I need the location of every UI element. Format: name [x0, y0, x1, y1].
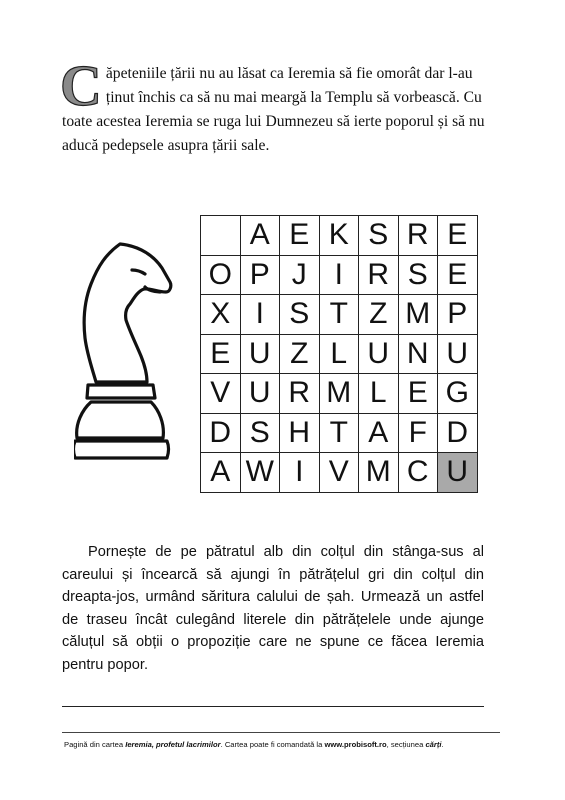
grid-cell[interactable]: U	[359, 334, 399, 374]
grid-cell[interactable]: M	[359, 453, 399, 493]
grid-cell[interactable]: U	[240, 334, 280, 374]
grid-cell[interactable]: A	[240, 216, 280, 256]
footer-section-name: cărți	[425, 740, 442, 749]
grid-cell[interactable]: H	[280, 413, 320, 453]
grid-cell[interactable]: G	[438, 374, 478, 414]
grid-cell[interactable]: K	[319, 216, 359, 256]
grid-cell[interactable]: D	[438, 413, 478, 453]
footer-website[interactable]: www.probisoft.ro	[324, 740, 387, 749]
drop-cap-letter: C	[60, 53, 102, 118]
story-text: ăpeteniile țării nu au lăsat ca Ieremia să fie omorât dar l-au ținut închis ca să nu mai meargă la Templu să vorbească. Cu toate acestea Ieremia se ruga lui Dumnezeu să ierte poporul și să nu aducă pedepsele asupra țării sale.	[62, 65, 485, 154]
grid-row	[201, 255, 478, 295]
grid-cell[interactable]: A	[201, 453, 241, 493]
grid-cell[interactable]: P	[240, 255, 280, 295]
grid-cell[interactable]: Z	[359, 295, 399, 335]
grid-cell[interactable]: M	[398, 295, 438, 335]
grid-cell[interactable]: D	[201, 413, 241, 453]
grid-cell[interactable]: U	[240, 374, 280, 414]
grid-cell[interactable]: W	[240, 453, 280, 493]
grid-cell[interactable]: T	[319, 295, 359, 335]
instructions-text: Pornește de pe pătratul alb din colțul din stânga-sus al careului și încearcă să ajungi în pătrățelul gri din colțul din dreapta-jos, urmând săritura calului de șah. Urmează un astfel de traseu încât culegând literele din pătrățelele unde ajunge căluțul să obții o propoziție care ne spune ce făcea Ieremia pentru popor.	[62, 544, 484, 673]
footer-suffix: .	[441, 740, 444, 749]
grid-row	[201, 216, 478, 256]
grid-cell[interactable]: N	[398, 334, 438, 374]
grid-cell[interactable]: E	[438, 216, 478, 256]
grid-cell[interactable]: F	[398, 413, 438, 453]
grid-cell[interactable]: R	[398, 216, 438, 256]
grid-cell[interactable]: Z	[280, 334, 320, 374]
grid-cell[interactable]: L	[319, 334, 359, 374]
grid-cell[interactable]: X	[201, 295, 241, 335]
grid-row	[201, 413, 478, 453]
grid-cell[interactable]: S	[280, 295, 320, 335]
grid-cell[interactable]: P	[438, 295, 478, 335]
grid-cell[interactable]: R	[359, 255, 399, 295]
chess-knight-icon	[74, 232, 194, 464]
grid-cell[interactable]: T	[319, 413, 359, 453]
grid-cell[interactable]: S	[240, 413, 280, 453]
grid-cell[interactable]: E	[438, 255, 478, 295]
footer-book-title: Ieremia, profetul lacrimilor	[125, 740, 221, 749]
grid-row	[201, 453, 478, 493]
grid-cell-start[interactable]	[201, 216, 241, 256]
grid-cell[interactable]: E	[280, 216, 320, 256]
grid-row	[201, 374, 478, 414]
footer-divider	[62, 732, 500, 733]
grid-cell[interactable]: I	[319, 255, 359, 295]
footer-middle: . Cartea poate fi comandată la	[220, 740, 325, 749]
grid-cell[interactable]: R	[280, 374, 320, 414]
grid-cell[interactable]: E	[201, 334, 241, 374]
grid-cell[interactable]: E	[398, 374, 438, 414]
grid-cell[interactable]: V	[201, 374, 241, 414]
answer-line	[62, 706, 484, 707]
grid-cell-end[interactable]: U	[438, 453, 478, 493]
story-paragraph	[60, 53, 502, 158]
grid-cell[interactable]: O	[201, 255, 241, 295]
grid-cell[interactable]: C	[398, 453, 438, 493]
grid-cell[interactable]: A	[359, 413, 399, 453]
footer	[64, 740, 504, 750]
grid-cell[interactable]: L	[359, 374, 399, 414]
grid-cell[interactable]: V	[319, 453, 359, 493]
grid-cell[interactable]: S	[398, 255, 438, 295]
grid-cell[interactable]: M	[319, 374, 359, 414]
footer-prefix: Pagină din cartea	[64, 740, 126, 749]
grid-cell[interactable]: J	[280, 255, 320, 295]
grid-cell[interactable]: S	[359, 216, 399, 256]
grid-cell[interactable]: I	[280, 453, 320, 493]
grid-cell[interactable]: U	[438, 334, 478, 374]
letter-grid	[200, 215, 478, 493]
instructions	[62, 541, 484, 676]
footer-section-prefix: , secțiunea	[386, 740, 426, 749]
grid-row	[201, 295, 478, 335]
grid-cell[interactable]: I	[240, 295, 280, 335]
grid-row	[201, 334, 478, 374]
